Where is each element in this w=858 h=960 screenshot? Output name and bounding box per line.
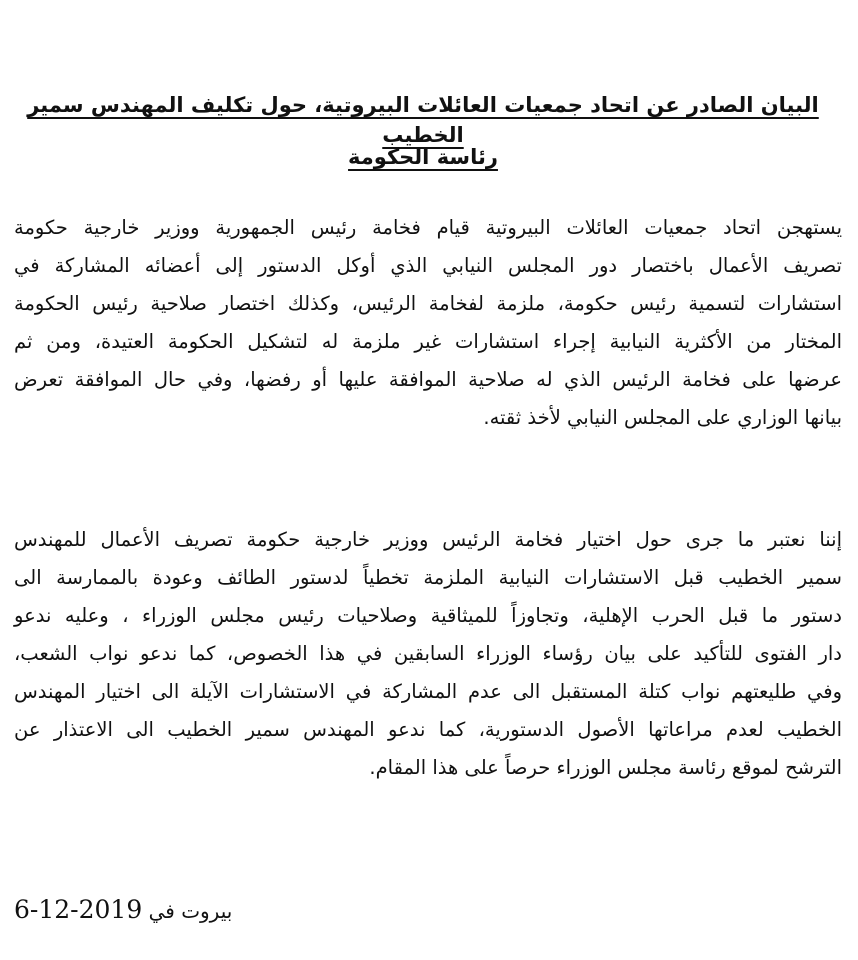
- paragraph-1-line: يستهجن اتحاد جمعيات العائلات البيروتية قيام فخامة رئيس الجمهورية ووزير خارجية حكومة: [14, 216, 842, 239]
- paragraph-2-line: الخطيب لعدم مراعاتها الأصول الدستورية، كما ندعو المهندس سمير الخطيب الى الاعتذار عن: [14, 718, 842, 741]
- paragraph-1-line: المختار من الأكثرية النيابية إجراء استشارات غير ملزمة له لتشكيل الحكومة العتيدة، ومن ثم: [14, 330, 842, 353]
- document-title-line-2: رئاسة الحكومة: [348, 145, 498, 169]
- paragraph-2-line: الترشح لموقع رئاسة مجلس الوزراء حرصاً على هذا المقام.: [369, 756, 842, 779]
- paragraph-2-line: دار الفتوى للتأكيد على بيان رؤساء الوزراء السابقين في هذا الخصوص، كما ندعو نواب الشعب،: [14, 642, 842, 665]
- paragraph-2-line: وفي طليعتهم نواب كتلة المستقبل الى عدم المشاركة في الاستشارات الآيلة الى اختيار المهندس: [14, 680, 842, 703]
- date-prefix: بيروت في: [148, 899, 233, 923]
- statement-paragraph-2: [14, 521, 842, 787]
- dateline: [14, 893, 232, 927]
- paragraph-2-line: دستور ما قبل الحرب الإهلية، وتجاوزاً للميثاقية وصلاحيات رئيس مجلس الوزراء ، وعليه ندعو: [14, 604, 842, 627]
- document-title-line-1: البيان الصادر عن اتحاد جمعيات العائلات البيروتية، حول تكليف المهندس سمير الخطيب: [27, 93, 819, 147]
- paragraph-1-line: استشارات لتسمية رئيس حكومة، ملزمة لفخامة الرئيس، وكذلك اختصار صلاحية رئيس الحكومة: [14, 292, 842, 315]
- paragraph-2-line: إننا نعتبر ما جرى حول اختيار فخامة الرئيس ووزير خارجية حكومة تصريف الأعمال للمهندس: [14, 528, 842, 551]
- paragraph-1-line: بيانها الوزاري على المجلس النيابي لأخذ ثقته.: [483, 406, 842, 429]
- date: 6-12-2019: [14, 895, 143, 924]
- paragraph-2-line: سمير الخطيب قبل الاستشارات النيابية الملزمة تخطياً لدستور الطائف وعودة بالممارسة الى: [14, 566, 842, 589]
- paragraph-1-line: تصريف الأعمال باختصار دور المجلس النيابي الذي أوكل الدستور إلى أعضائه المشاركة في: [14, 254, 842, 277]
- paragraph-1-line: عرضها على فخامة الرئيس الذي له صلاحية الموافقة عليها أو رفضها، وفي حال الموافقة تعرض: [14, 368, 842, 391]
- statement-paragraph-1: [14, 209, 842, 437]
